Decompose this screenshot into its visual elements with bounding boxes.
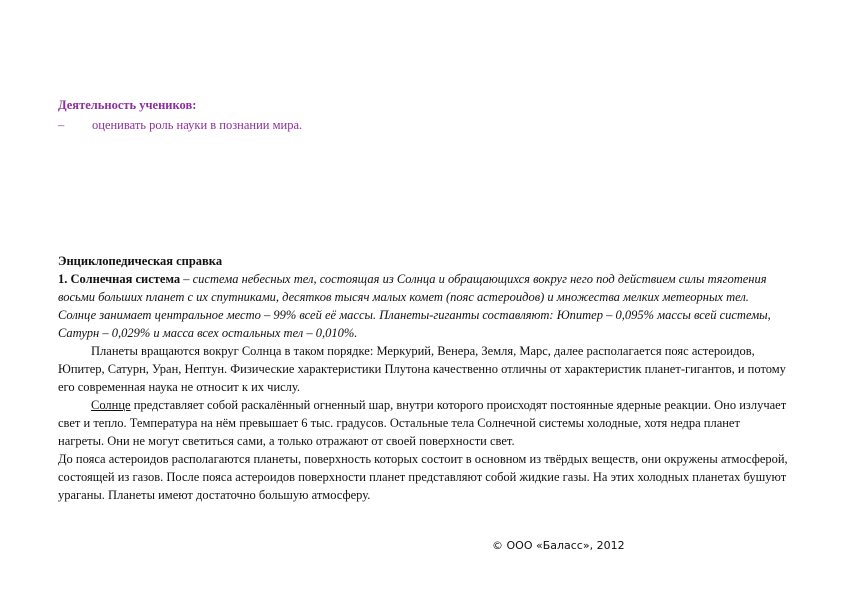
section-title: 1. Солнечная система <box>58 272 181 286</box>
asteroid-belt-paragraph: До пояса астероидов располагаются планеты, поверхность которых состоит в основном из твёрдых веществ, они окружены атмосферой, состоящей из газов. После пояса астероидов поверхности планет представляют собой жидкие газы. На этих холодных планетах бушуют ураганы. Планеты имеют достаточно большую атмосферу. <box>58 452 788 502</box>
copyright-footer: © ООО «Баласс», 2012 <box>492 539 625 552</box>
definition-text: система небесных тел, состоящая из Солнца и обращающихся вокруг него под действием силы тяготения восьми больших планет с их спутниками, десятков тысяч малых комет (пояс астероидов) и множества мелких метеорных тел. Солнце занимает центральное место – 99% всей её массы. Планеты-гиганты составляют: Юпитер – 0,095% массы всей системы, Сатурн – 0,029% и масса всех остальных тел – 0,010%. <box>58 272 771 340</box>
sun-term: Солнце <box>91 398 131 412</box>
activity-list-item <box>58 118 302 133</box>
solar-system-definition <box>58 270 788 342</box>
activity-item-text: оценивать роль науки в познании мира. <box>92 118 303 132</box>
sun-paragraph <box>58 396 788 450</box>
activities-title: Деятельность учеников: <box>58 98 197 112</box>
list-bullet: – <box>58 118 65 132</box>
encyclopedia-reference <box>58 252 788 504</box>
sun-paragraph-text: представляет собой раскалённый огненный шар, внутри которого происходят постоянные ядерные реакции. Оно излучает свет и тепло. Температура на нём превышает 6 тыс. градусов. Остальные тела Солнечной системы холодные, хотя недра планет нагреты. Они не могут светиться сами, а только отражают от своей поверхности свет. <box>58 398 787 448</box>
encyclopedia-heading: Энциклопедическая справка <box>58 254 223 268</box>
section-dash: – <box>180 272 193 286</box>
planets-paragraph: Планеты вращаются вокруг Солнца в таком порядке: Меркурий, Венера, Земля, Марс, далее располагается пояс астероидов, Юпитер, Сатурн, Уран, Нептун. Физические характеристики Плутона качественно отличны от характеристик планет-гигантов, и потому его современная наука не относит к их числу. <box>58 344 786 394</box>
